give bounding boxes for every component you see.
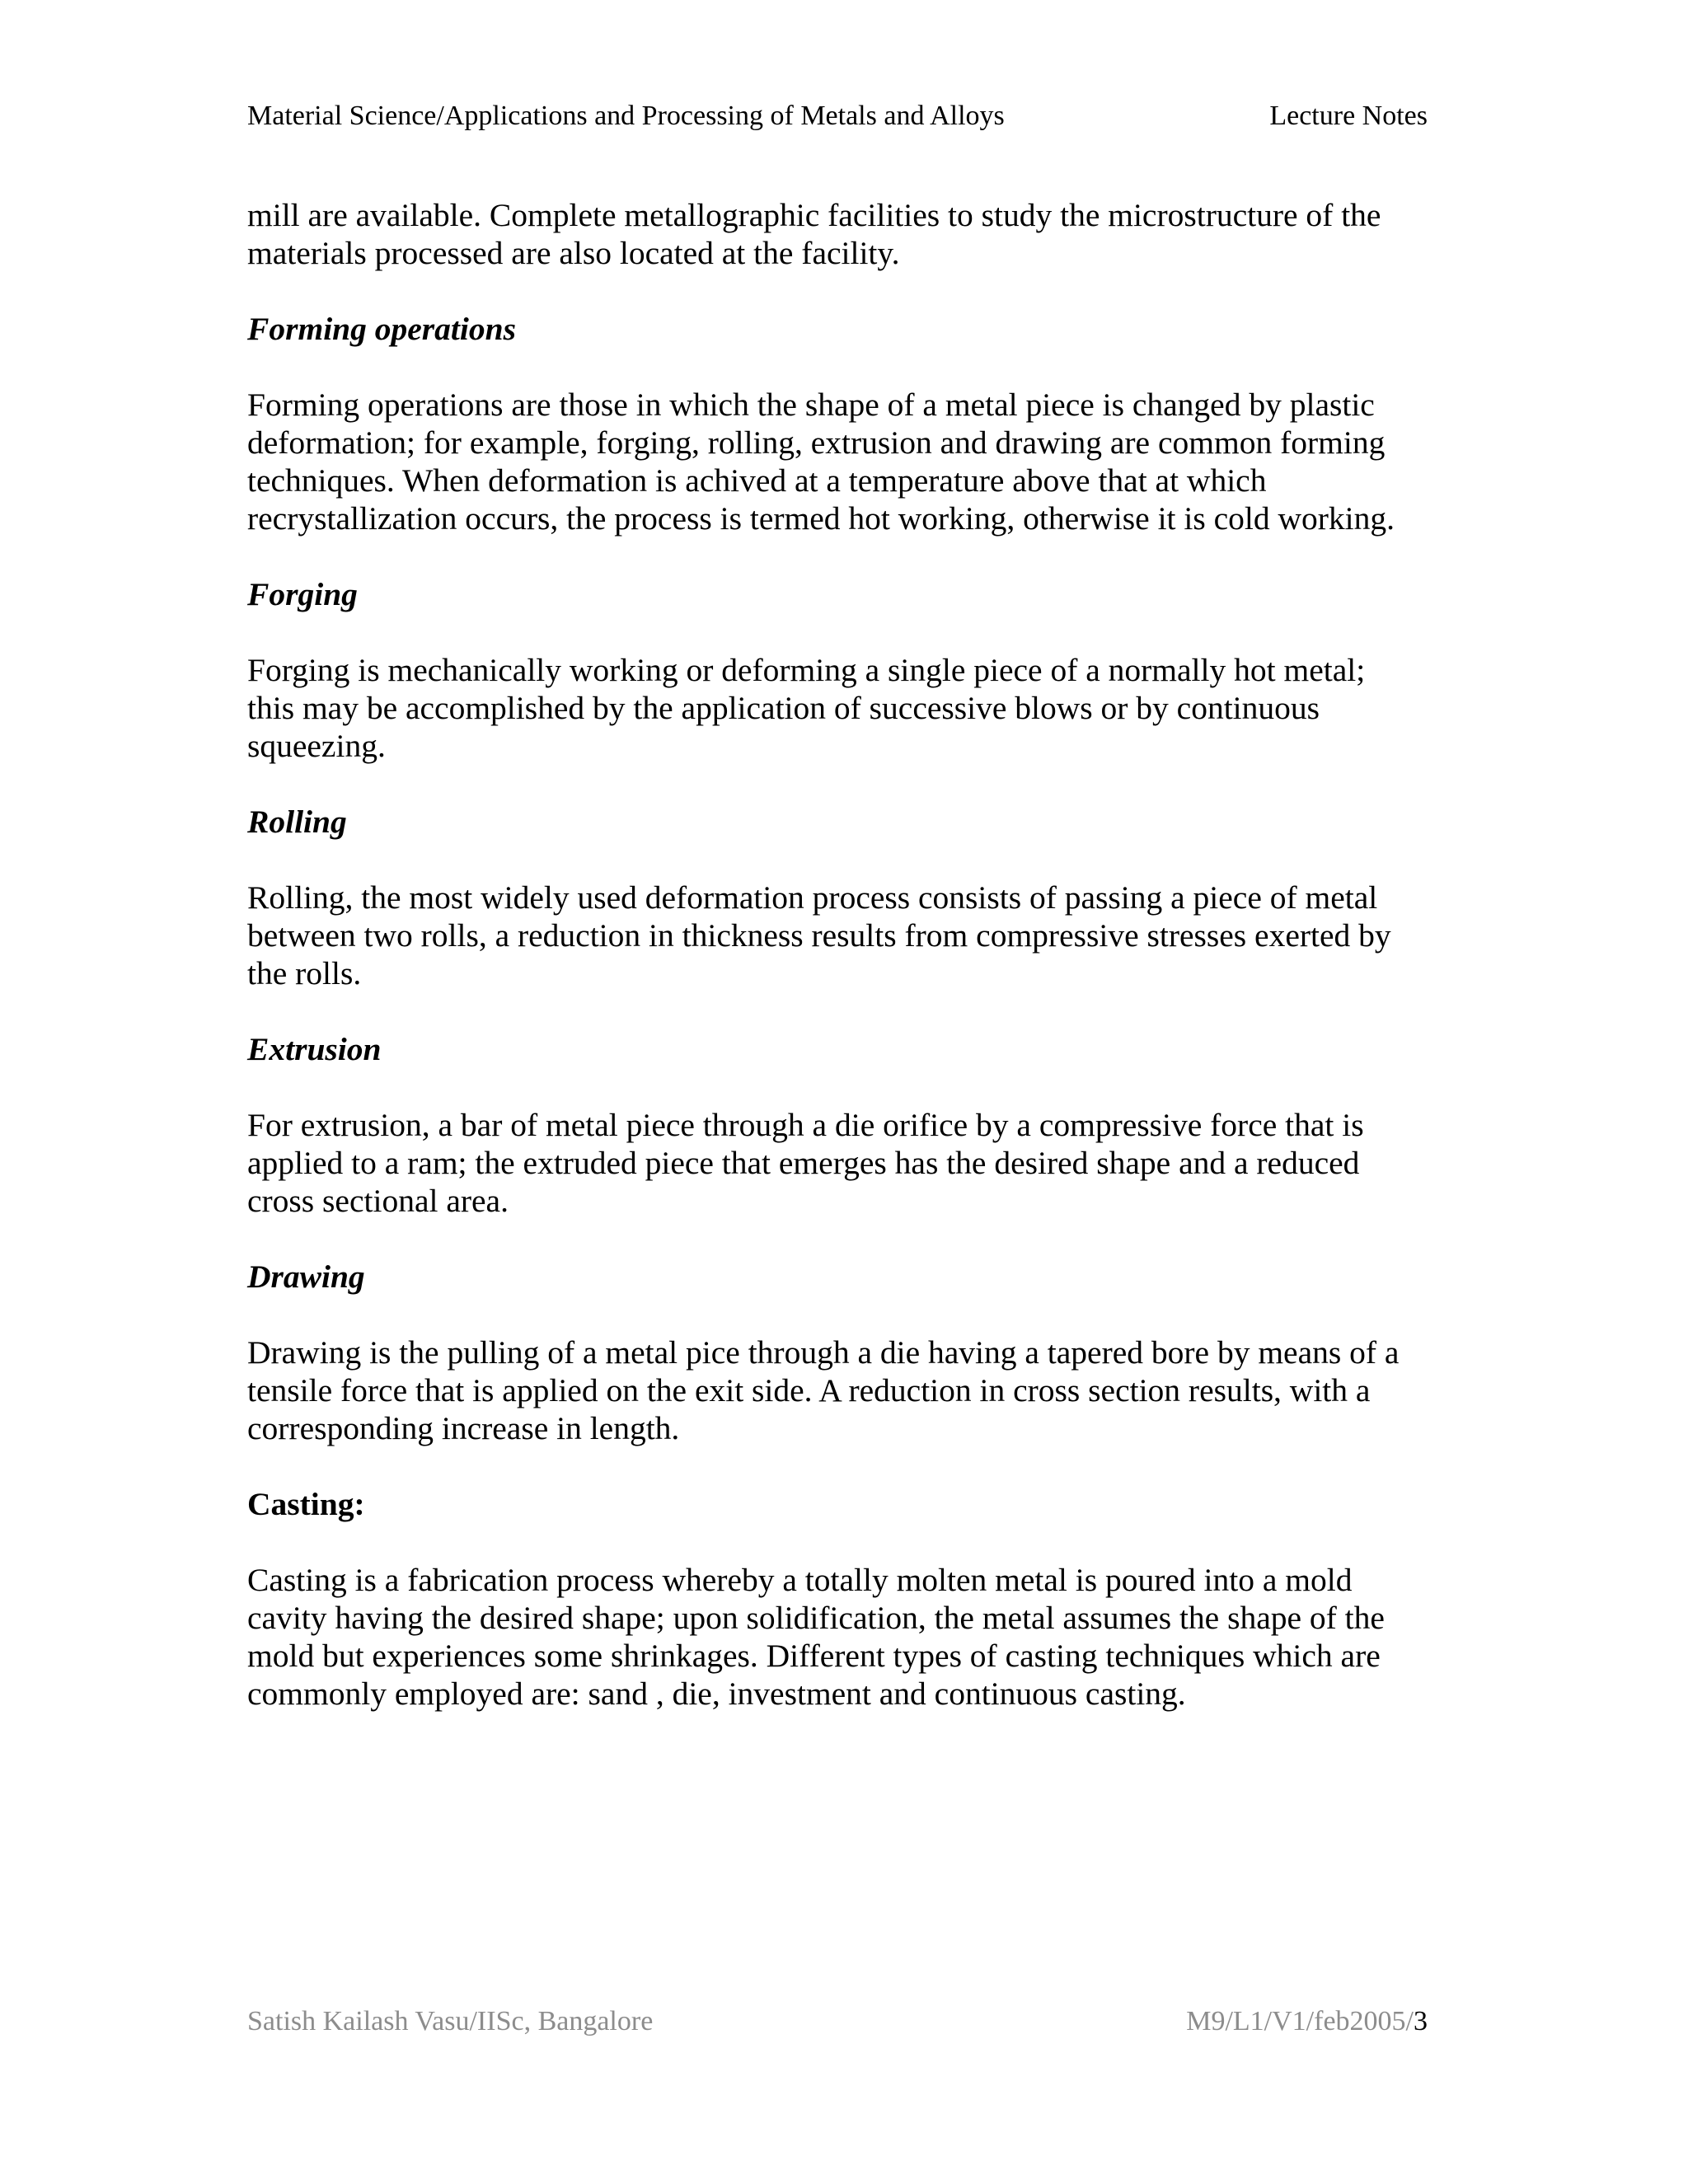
footer-doc-ref: M9/L1/V1/feb2005/: [1186, 2006, 1414, 2036]
page-header: [247, 97, 1428, 135]
text-line: Casting is a fabrication process whereby a totally molten metal is poured into a mold: [247, 1562, 1353, 1598]
paragraph-casting: [247, 1561, 1434, 1713]
paragraph-extrusion: [247, 1106, 1434, 1220]
section-heading-forging: Forging: [247, 576, 358, 612]
paragraph-forming-operations: [247, 386, 1434, 537]
text-line: deformation; for example, forging, rolling, extrusion and drawing are common forming: [247, 424, 1386, 461]
text-line: For extrusion, a bar of metal piece through a die orifice by a compressive force that is: [247, 1107, 1364, 1143]
section-heading-extrusion: Extrusion: [247, 1031, 382, 1067]
header-course-title: Material Science/Applications and Processing of Metals and Alloys: [247, 101, 1005, 131]
text-line: between two rolls, a reduction in thickness results from compressive stresses exerted by: [247, 917, 1391, 954]
text-line: Rolling, the most widely used deformation process consists of passing a piece of metal: [247, 879, 1378, 916]
text-line: materials processed are also located at the facility.: [247, 235, 900, 271]
footer-author: Satish Kailash Vasu/IISc, Bangalore: [247, 2006, 654, 2036]
text-line: this may be accomplished by the application of successive blows or by continuous: [247, 690, 1320, 726]
paragraph-drawing: [247, 1333, 1434, 1447]
page-content: [247, 196, 1434, 1713]
header-doc-type: Lecture Notes: [1269, 101, 1428, 131]
text-line: the rolls.: [247, 955, 362, 991]
text-line: Drawing is the pulling of a metal pice through a die having a tapered bore by means of a: [247, 1334, 1400, 1371]
section-heading-casting: Casting:: [247, 1486, 365, 1522]
text-line: Forging is mechanically working or deforming a single piece of a normally hot metal;: [247, 652, 1366, 688]
section-heading-drawing: Drawing: [247, 1258, 365, 1295]
text-line: commonly employed are: sand , die, investment and continuous casting.: [247, 1675, 1186, 1712]
paragraph-rolling: [247, 879, 1434, 992]
text-line: squeezing.: [247, 728, 386, 764]
text-line: applied to a ram; the extruded piece that emerges has the desired shape and a reduced: [247, 1145, 1360, 1181]
text-line: techniques. When deformation is achived at a temperature above that at which: [247, 462, 1267, 499]
text-line: tensile force that is applied on the exit side. A reduction in cross section results, with a: [247, 1372, 1371, 1408]
text-line: mill are available. Complete metallographic facilities to study the microstructure of the: [247, 197, 1381, 233]
text-line: mold but experiences some shrinkages. Different types of casting techniques which are: [247, 1638, 1381, 1674]
footer-reference: [1186, 2003, 1428, 2041]
text-line: recrystallization occurs, the process is termed hot working, otherwise it is cold working.: [247, 500, 1395, 537]
section-heading-rolling: Rolling: [247, 804, 347, 840]
text-line: cross sectional area.: [247, 1183, 509, 1219]
page-number: 3: [1414, 2006, 1428, 2036]
paragraph-forging: [247, 651, 1434, 765]
page-footer: [247, 2003, 1428, 2041]
section-heading-forming-operations: Forming operations: [247, 311, 516, 347]
text-line: cavity having the desired shape; upon solidification, the metal assumes the shape of the: [247, 1600, 1385, 1636]
text-line: corresponding increase in length.: [247, 1410, 680, 1446]
intro-paragraph: [247, 196, 1434, 272]
text-line: Forming operations are those in which the shape of a metal piece is changed by plastic: [247, 387, 1375, 423]
